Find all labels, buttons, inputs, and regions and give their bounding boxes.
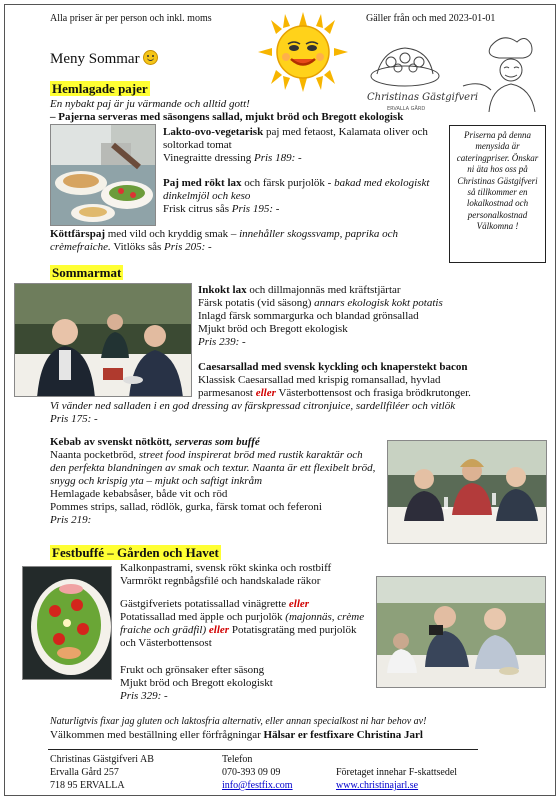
email-link[interactable]: info@festfix.com [222,780,293,791]
section-heading-festbuffe: Festbuffé – Gården och Havet [52,545,219,560]
website-link[interactable]: www.christinajarl.se [336,780,419,791]
special-diet-note: Naturligtvis fixar jag gluten och laktosfria alternativ, eller annan specialkost ni har behov av! [50,716,427,727]
footer-company-info [336,766,457,792]
footer-contact [222,753,293,792]
footer-divider [48,749,478,750]
price: Pris 239: - [198,336,246,348]
smiley-icon [143,50,158,65]
menu-title [50,50,158,68]
pajer-item-2: Paj med rökt lax och färsk purjolök - bakad med ekologiskt dinkelmjöl och keso Frisk citrus sås Pris 195: - [163,177,430,215]
price: Pris 329: - [120,690,168,702]
festbuffe-items-1: Kalkonpastrami, svensk rökt skinka och rostbiff Varmrökt regnbågsfilé och handskalade räkor [120,562,332,587]
festbuffe-items-2: Gästgifveriets potatissallad vinägrette eller Potatissallad med äpple och purjolök (majonnäs, crème fraiche och grädfil) eller Potatisgratäng med purjolök och Västerbottensost [120,598,365,649]
photo-guest-taking-photo [376,576,546,688]
welcome-line: Välkommen med beställning eller förfrågningar Hälsar er festfixare Christina Jarl [50,729,423,741]
tax-note: Företaget innehar F-skattsedel [336,767,458,778]
catering-note-text: Priserna på denna menysida är cateringpriser. Önskar ni äta hos oss på Christinas Gästgifveri så tillkommer en lokalkostnad och personalkostnad Välkomna ! [456,130,539,232]
logo-sub: ERVALLA GÅRD [387,106,426,112]
menu-title-text: Meny Sommar [50,51,140,67]
pajer-intro: En nybakt paj är ju värmande och alltid gott! [50,98,250,110]
section-heading-sommarmat: Sommarmat [52,265,122,280]
photo-guests-dining [14,283,192,397]
photo-salad-platter [22,566,112,680]
sommarmat-kebab: Kebab av svenskt nötkött, serveras som buffé Naanta pocketbröd, street food inspirerat bröd med rustik karaktär och den perfekta blandningen av smak och textur. Naanta är ett flexibelt bröd, snygg och krispig yta – mjukt och saftigt inkråm Hemlagade kebabsåser, både vit och röd Pommes strips, sallad, rödlök, gurka, färsk tomat och feferoni Pris 219: [50,436,376,526]
logo [363,28,549,112]
price: Pris 195: - [231,203,280,215]
price: Pris 205: - [164,241,212,253]
festbuffe-items-3: Frukt och grönsaker efter säsong Mjukt bröd och Bregott ekologiskt Pris 329: - [120,664,273,702]
price: Pris 189: - [253,152,302,164]
logo-text: Christinas Gästgifveri [367,92,479,103]
catering-note-box [449,125,546,263]
prices-note: Alla priser är per person och inkl. moms [50,13,212,24]
pajer-served: – Pajerna serveras med säsongens sallad, mjukt bröd och Bregott ekologisk [50,111,404,123]
section-heading-pajer: Hemlagade pajer [52,81,148,96]
pajer-item-3: Köttfärspaj med vild och kryddig smak – innehåller skogssvamp, paprika och crèmefraiche. Vitlöks sås Pris 205: - [50,228,398,253]
pajer-item-1: Lakto-ovo-vegetarisk paj med fetaost, Kalamata oliver och soltorkad tomat Vinegraitte dressing Pris 189: - [163,126,428,164]
price: Pris 219: [50,514,92,526]
sommarmat-caesar-dressing: Vi vänder ned salladen i en god dressing av färskpressad citronjuice, sardellfiléer och vitlök Pris 175: - [50,400,456,425]
sun-icon [258,12,348,92]
photo-women-toasting [387,440,547,544]
sommarmat-caesar: Caesarsallad med svensk kyckling och knaperstekt bacon Klassisk Caesarsallad med krispig romansallad, hyvlad parmesanost eller Västerbottensost och frasiga brödkrutonger. [198,361,471,399]
phone-number: 070-393 09 09 [222,767,281,778]
photo-pie-buffet [50,124,156,226]
sommarmat-lax: Inkokt lax och dillmajonnäs med kräftstjärtar Färsk potatis (vid säsong) annars ekologisk kokt potatis Inlagd färsk sommargurka och blandad grönsallad Mjukt bröd och Bregott ekologisk Pris 239: - [198,284,443,348]
phone-label: Telefon [222,754,253,765]
price: Pris 175: - [50,413,98,425]
valid-from: Gäller från och med 2023-01-01 [366,13,496,24]
footer-address: Christinas Gästgifveri AB Ervalla Gård 257 718 95 ERVALLA [50,754,154,791]
